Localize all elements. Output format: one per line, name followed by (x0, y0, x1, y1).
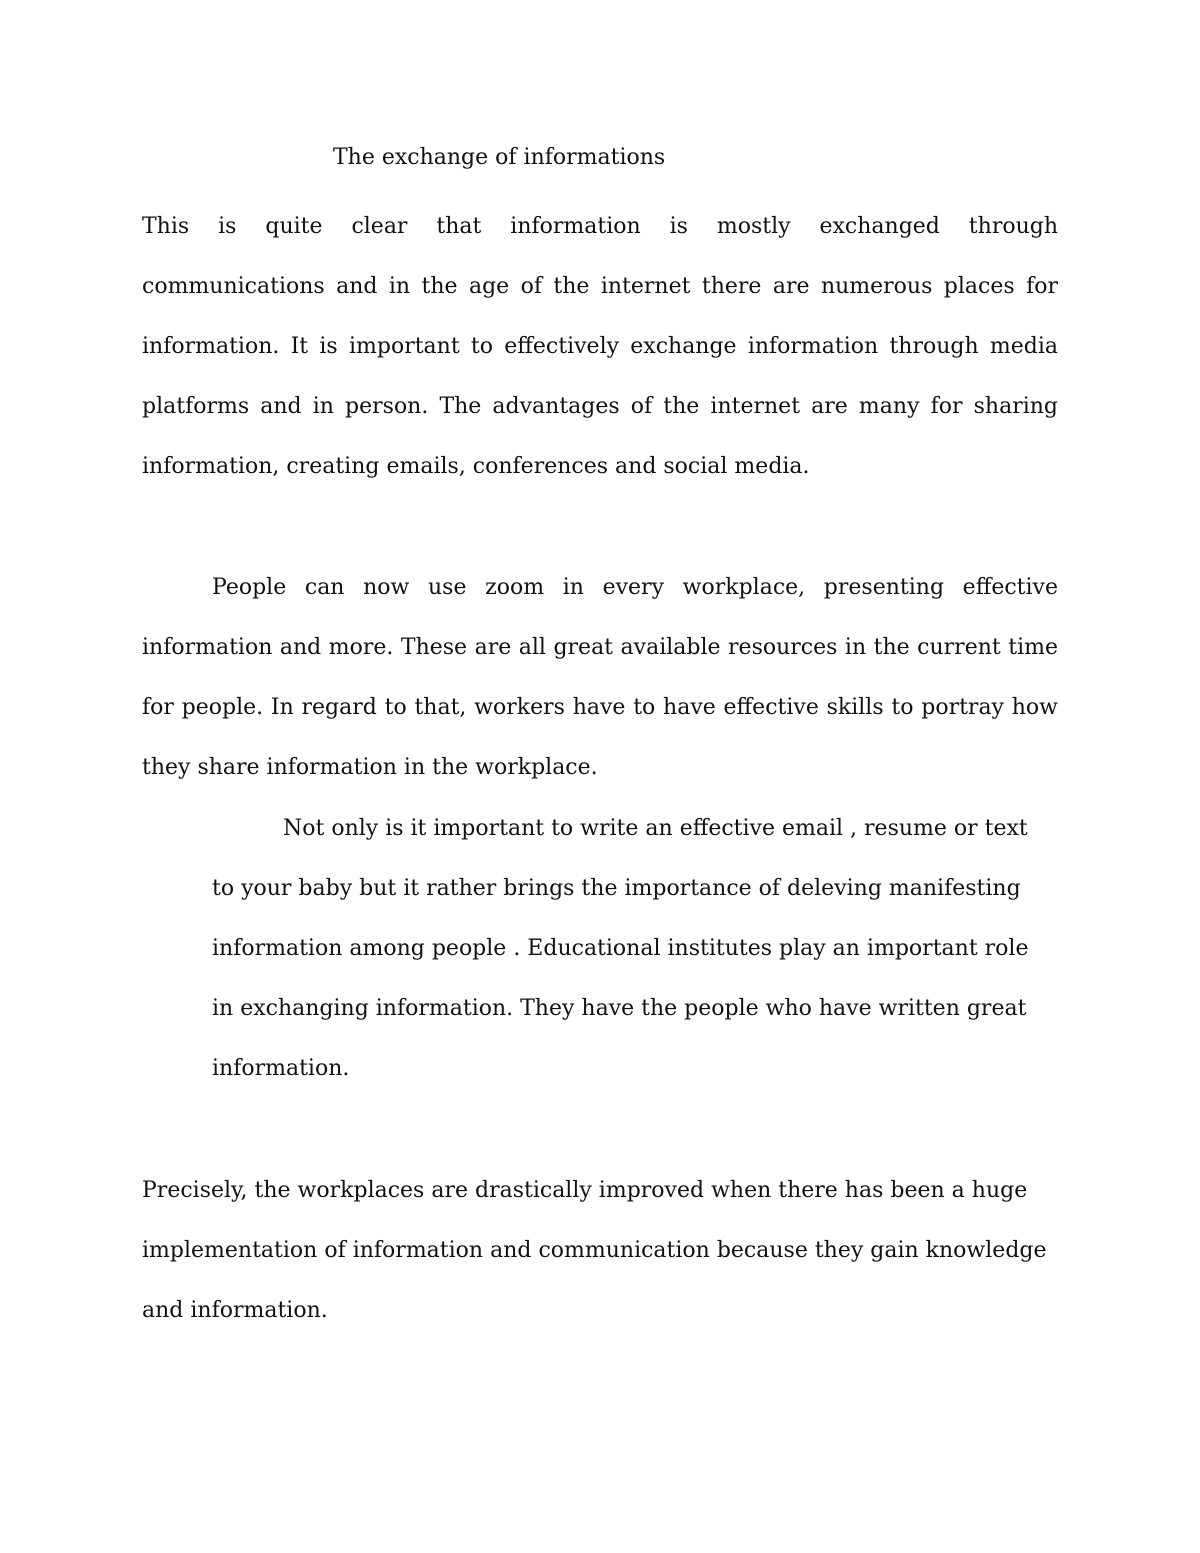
paragraph-3-line-4: in exchanging information. They have the people who have written great (212, 996, 1027, 1021)
paragraph-2-line-4: they share information in the workplace. (142, 755, 598, 780)
document-title: The exchange of informations (333, 145, 666, 170)
paragraph-1-line-2: communications and in the age of the internet there are numerous places for (142, 274, 1058, 299)
paragraph-1-line-1: This is quite clear that information is mostly exchanged through (142, 214, 1058, 239)
paragraph-4-line-1: Precisely, the workplaces are drastically improved when there has been a huge (142, 1178, 1028, 1203)
paragraph-2-line-1: People can now use zoom in every workplace, presenting effective (212, 575, 1058, 600)
paragraph-3-line-5: information. (212, 1056, 350, 1081)
paragraph-2-line-3: for people. In regard to that, workers have to have effective skills to portray how (142, 695, 1058, 720)
paragraph-4-line-2: implementation of information and communication because they gain knowledge (142, 1238, 1047, 1263)
paragraph-4-line-3: and information. (142, 1298, 328, 1323)
paragraph-2-line-2: information and more. These are all great available resources in the current time (142, 635, 1058, 660)
paragraph-1-line-5: information, creating emails, conferences and social media. (142, 454, 810, 479)
paragraph-3-line-3: information among people . Educational institutes play an important role (212, 936, 1029, 961)
paragraph-1-line-4: platforms and in person. The advantages of the internet are many for sharing (142, 394, 1058, 419)
paragraph-1-line-3: information. It is important to effectively exchange information through media (142, 334, 1058, 359)
paragraph-3-line-2: to your baby but it rather brings the importance of deleving manifesting (212, 876, 1021, 901)
paragraph-3-line-1: Not only is it important to write an effective email , resume or text (283, 816, 1028, 841)
